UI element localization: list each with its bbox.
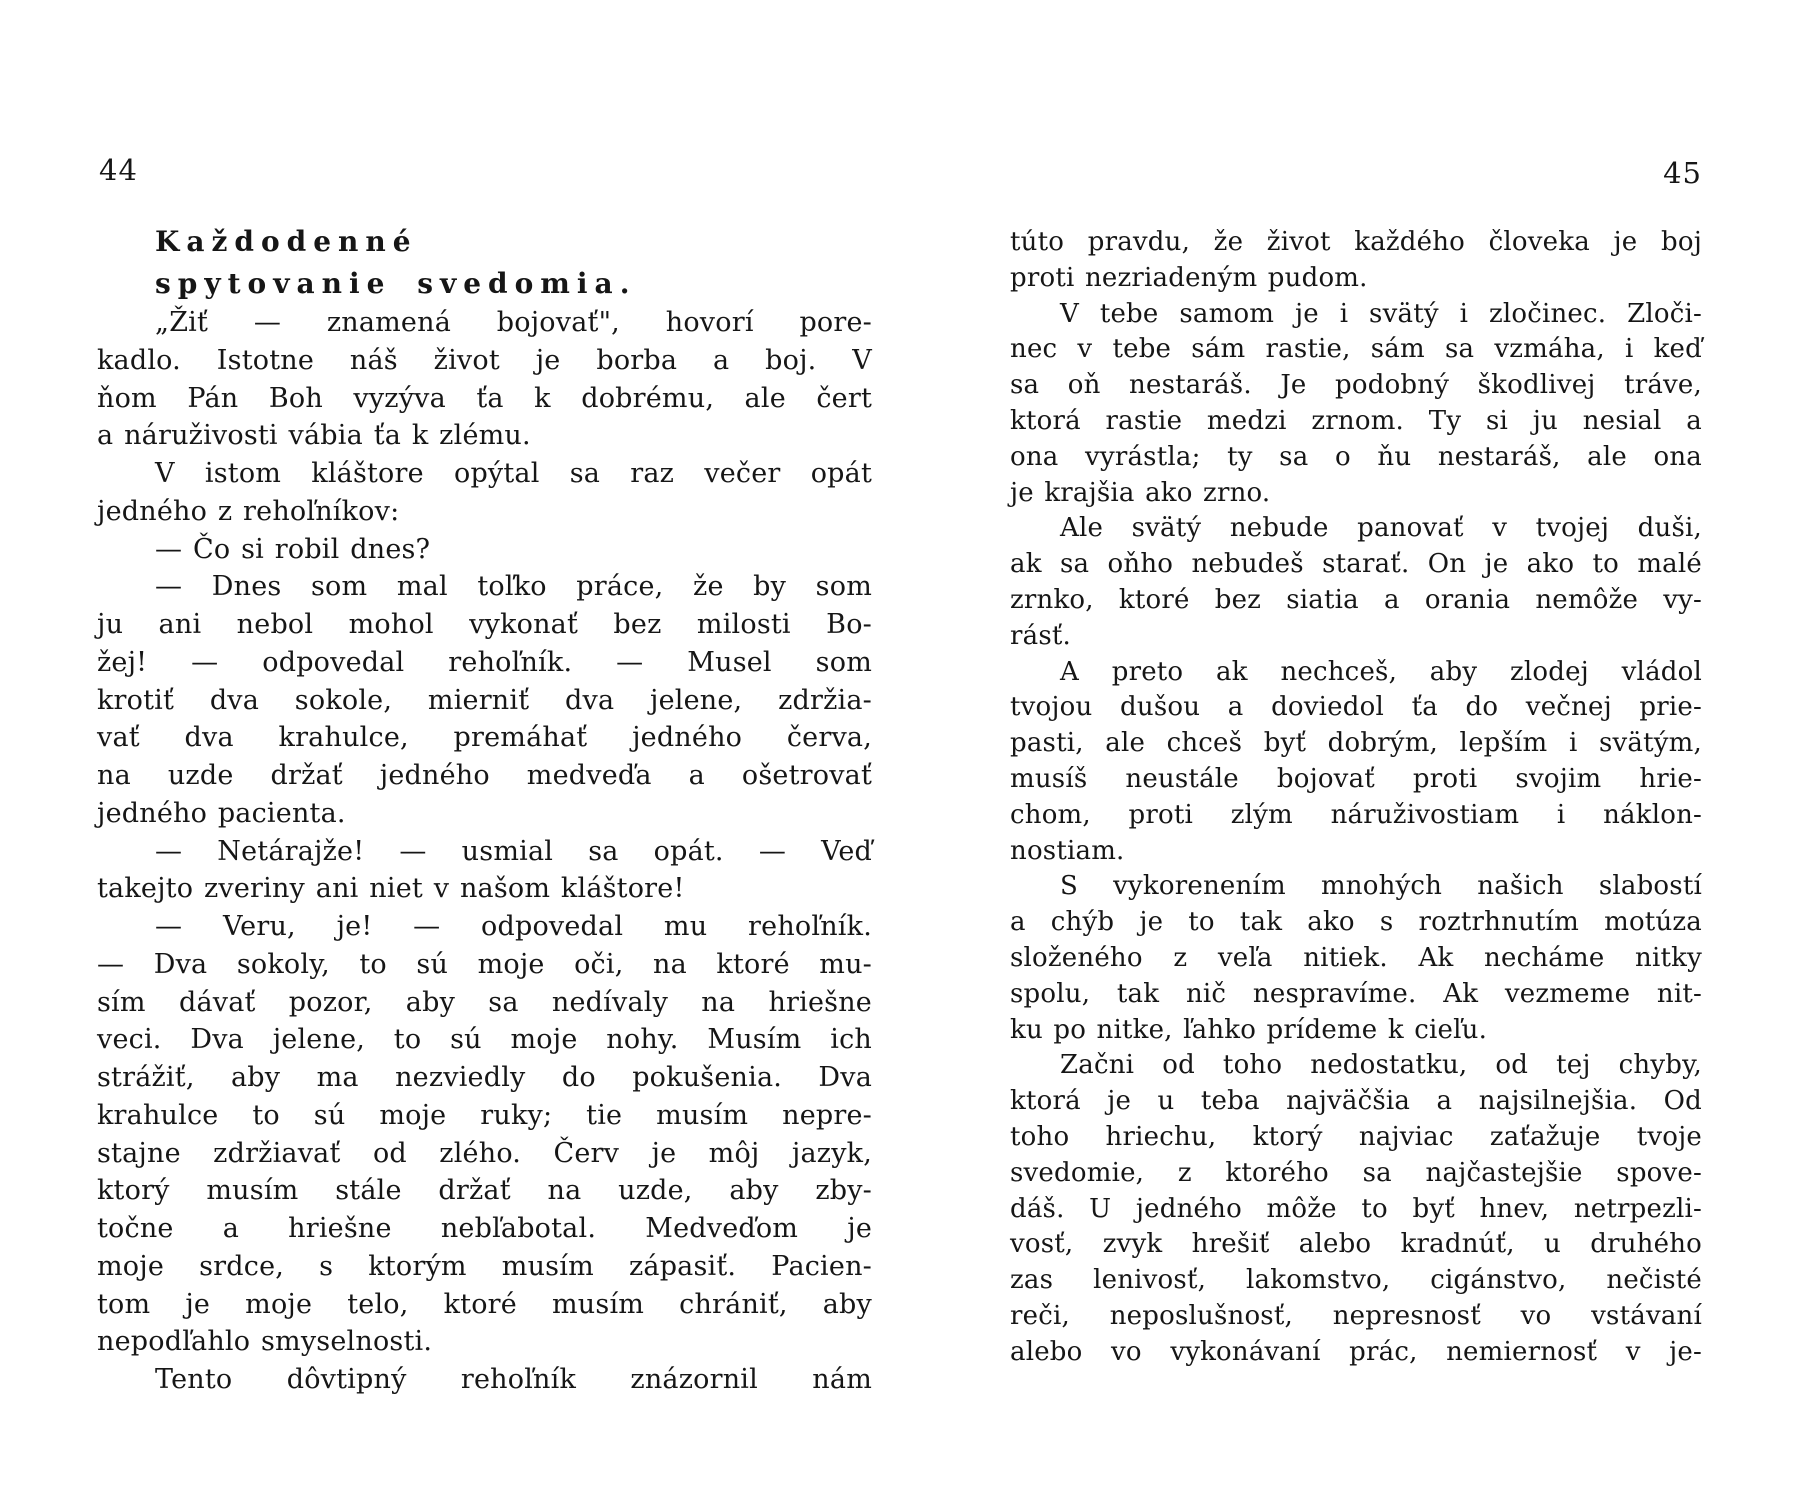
text-line: — Dnes som mal toľko práce, že by som [155,571,872,603]
text-line: chom, proti zlým náruživostiam i náklon- [1010,799,1702,830]
right-page-body-text [1010,225,1702,1371]
text-line: ju ani nebol mohol vykonať bez milosti Bo- [97,609,872,640]
text-line: ku po nitke, ľahko prídeme k cieľu. [1010,1014,1488,1045]
text-line: Ale svätý nebude panovať v tvojej duši, [1060,513,1702,544]
text-line: nepodľahlo smyselnosti. [97,1326,433,1358]
text-line: kadlo. Istotne náš život je borba a boj. V [97,344,872,376]
text-line: žej! — odpovedal rehoľník. — Musel som [97,646,872,678]
text-line: složeného z veľa nitiek. Ak necháme nitky [1010,942,1702,973]
text-line: tvojou dušou a doviedol ťa do večnej prie- [1010,692,1702,723]
text-line: dáš. U jedného môže to byť hnev, netrpezli- [1010,1193,1702,1224]
text-line: zrnko, ktoré bez siatia a orania nemôže vy- [1010,584,1702,615]
text-line: svedomie, z ktorého sa najčastejšie spove- [1010,1157,1702,1188]
text-line: nostiam. [1010,835,1125,866]
left-page [97,155,872,1435]
text-line: vosť, zvyk hrešiť alebo kradnúť, u druhého [1010,1229,1702,1260]
right-page [1010,158,1702,1438]
text-line: spolu, tak nič nespravíme. Ak vezmeme nit- [1010,978,1702,1009]
text-line: moje srdce, s ktorým musím zápasiť. Pacien- [97,1250,872,1282]
text-line: nec v tebe sám rastie, sám sa vzmáha, i keď [1010,334,1702,365]
text-line: sa oň nestaráš. Je podobný škodlivej tráve, [1010,370,1702,401]
text-line: reči, neposlušnosť, nepresnosť vo vstávaní [1010,1300,1702,1331]
text-line: strážiť, aby ma nezviedly do pokušenia. Dva [97,1062,872,1093]
text-line: — Dva sokoly, to sú moje oči, na ktoré mu- [97,948,872,980]
text-line: zas lenivosť, lakomstvo, cigánstvo, nečisté [1010,1265,1702,1296]
text-line: — Čo si robil dnes? [155,533,431,565]
text-line: takejto zveriny ani niet v našom kláštore! [97,873,685,905]
text-line: A preto ak nechceš, aby zlodej vládol [1060,656,1702,687]
chapter-heading-line-1: Každodenné [155,225,418,258]
text-line: túto pravdu, že život každého človeka je boj [1010,227,1702,257]
text-line: sím dávať pozor, aby sa nedívaly na hriešne [97,986,872,1018]
text-line: veci. Dva jelene, to sú moje nohy. Musím ich [97,1024,872,1056]
text-line: ak sa oňho nebudeš starať. On je ako to malé [1010,549,1702,580]
text-line: alebo vo vykonávaní prác, nemiernosť v je- [1010,1336,1702,1367]
text-line: na uzde držať jedného medveďa a ošetrovať [97,760,872,791]
text-line: vať dva krahulce, premáhať jedného červa, [97,722,872,754]
text-line: točne a hriešne nebľabotal. Medveďom je [97,1213,872,1244]
text-line: S vykorenením mnohých našich slabostí [1060,871,1702,902]
text-line: jedného z rehoľníkov: [97,495,400,527]
text-line: „Žiť — znamená bojovať", hovorí pore- [155,307,872,338]
chapter-heading-line-2: spytovanie svedomia. [155,267,637,300]
text-line: ktorý musím stále držať na uzde, aby zby- [97,1175,872,1207]
text-line: Začni od toho nedostatku, od tej chyby, [1060,1050,1702,1081]
text-line: stajne zdržiavať od zlého. Červ je môj jazyk, [97,1137,872,1169]
text-line: tom je moje telo, ktoré musím chrániť, aby [97,1288,872,1320]
text-line: musíš neustále bojovať proti svojim hrie- [1010,763,1702,794]
text-line: proti nezriadeným pudom. [1010,262,1368,293]
text-line: krotiť dva sokole, mierniť dva jelene, zdržia- [97,684,872,716]
chapter-heading [155,221,636,305]
text-line: krahulce to sú moje ruky; tie musím nepre- [97,1099,872,1131]
text-line: V istom kláštore opýtal sa raz večer opát [155,458,872,489]
text-line: ktorá je u teba najväčšia a najsilnejšia. Od [1010,1086,1702,1117]
text-line: Tento dôvtipný rehoľník znázornil nám [155,1364,872,1395]
page-number-left: 44 [99,153,138,187]
text-line: toho hriechu, ktorý najviac zaťažuje tvoje [1010,1121,1702,1152]
text-line: a náruživosti vábia ťa k zlému. [97,420,531,452]
text-line: — Netárajže! — usmial sa opát. — Veď [155,835,872,867]
text-line: ňom Pán Boh vyzýva ťa k dobrému, ale čert [97,382,872,414]
text-line: V tebe samom je i svätý i zločinec. Zloči- [1060,298,1702,329]
text-line: ktorá rastie medzi zrnom. Ty si ju nesial a [1010,405,1702,436]
page-number-right: 45 [1663,156,1702,190]
text-line: je krajšia ako zrno. [1010,477,1271,508]
text-line: pasti, ale chceš byť dobrým, lepším i svätým, [1010,728,1702,759]
text-line: — Veru, je! — odpovedal mu rehoľník. [155,911,872,942]
left-page-body-text [97,304,872,1399]
text-line: jedného pacienta. [97,797,346,829]
text-line: a chýb je to tak ako s roztrhnutím motúza [1010,907,1702,938]
text-line: ona vyrástla; ty sa o ňu nestaráš, ale ona [1010,441,1702,472]
text-line: rásť. [1010,620,1071,651]
